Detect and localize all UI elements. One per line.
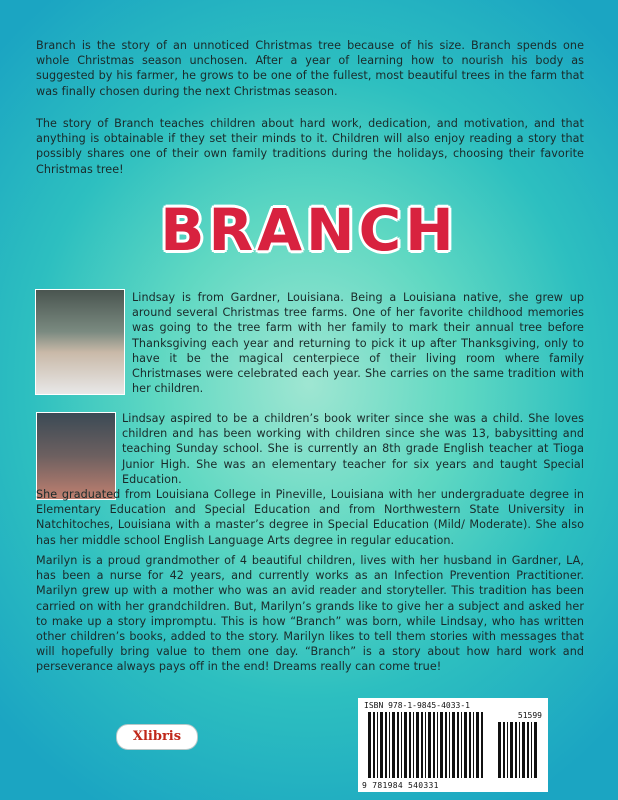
book-title: BRANCH [160, 196, 458, 264]
blurb-paragraph-1: Branch is the story of an unnoticed Christmas tree because of his size. Branch spends one whole Christmas season unchosen. After a year of learning how to nourish his body as suggested by his farmer, he grows to be one of the fullest, most beautiful trees in the farm that was finally chosen during the next Christmas season. [36, 39, 584, 98]
barcode-bars-main [368, 712, 486, 778]
author-bio-marilyn: Marilyn is a proud grandmother of 4 beautiful children, lives with her husband in Gardner, LA, has been a nurse for 42 years, and currently works as an Infection Prevention Practitioner. Marilyn grew up with a mother who was an avid reader and storyteller. This tradition has been carried on with her grandchildren. But, Marilyn’s grands like to give her a subject and asked her to make up a story impromptu. This is how “Branch” was born, while Lindsay, who has written other children’s books, added to the story. Marilyn likes to tell them stories with messages that will hopefully bring value to them one day. “Branch” is a story about how hard work and perseverance always pays off in the end! Dreams really can come true! [36, 554, 584, 674]
isbn-text: ISBN 978-1-9845-4033-1 [364, 701, 470, 710]
blurb-paragraph-2: The story of Branch teaches children about hard work, dedication, and motivation, and that anything is obtainable if they set their minds to it. Children will also enjoy reading a story that possibly shares one of their own family traditions during the holidays, choosing their favorite Christmas tree! [36, 117, 584, 176]
author-bio-lindsay: Lindsay is from Gardner, Louisiana. Being a Louisiana native, she grew up around several Christmas tree farms. One of her favorite childhood memories was going to the tree farm with her family to mark their annual tree before Thanksgiving each year and returning to pick it up after Thanksgiving, only to have it be the magical centerpiece of their living room where family Christmases were celebrated each year. She carries on the same tradition with her children. [132, 291, 584, 396]
price-code: 51599 [517, 711, 542, 720]
barcode-bars-addon [498, 722, 540, 778]
ean-number: 9 781984 540331 [362, 781, 439, 790]
isbn-barcode [358, 698, 548, 792]
author-bio-lindsay-career-part1: Lindsay aspired to be a children’s book writer since she was a child. She loves children and has been working with children since she was 13, babysitting and teaching Sunday school. She is currently an 8th grade English teacher at Tioga Junior High. She was an elementary teacher for six years and taught Special Education. [122, 412, 584, 486]
author-photo-lindsay [35, 289, 125, 395]
publisher-logo: Xlibris [116, 724, 198, 750]
author-bio-lindsay-career-part2: She graduated from Louisiana College in Pineville, Louisiana with her undergraduate degree in Elementary Education and Special Education and from Northwestern State University in Natchitoches, Louisiana with a master’s degree in Special Education (Mild/ Moderate). She also has her middle school English Language Arts degree in regular education. [36, 488, 584, 547]
